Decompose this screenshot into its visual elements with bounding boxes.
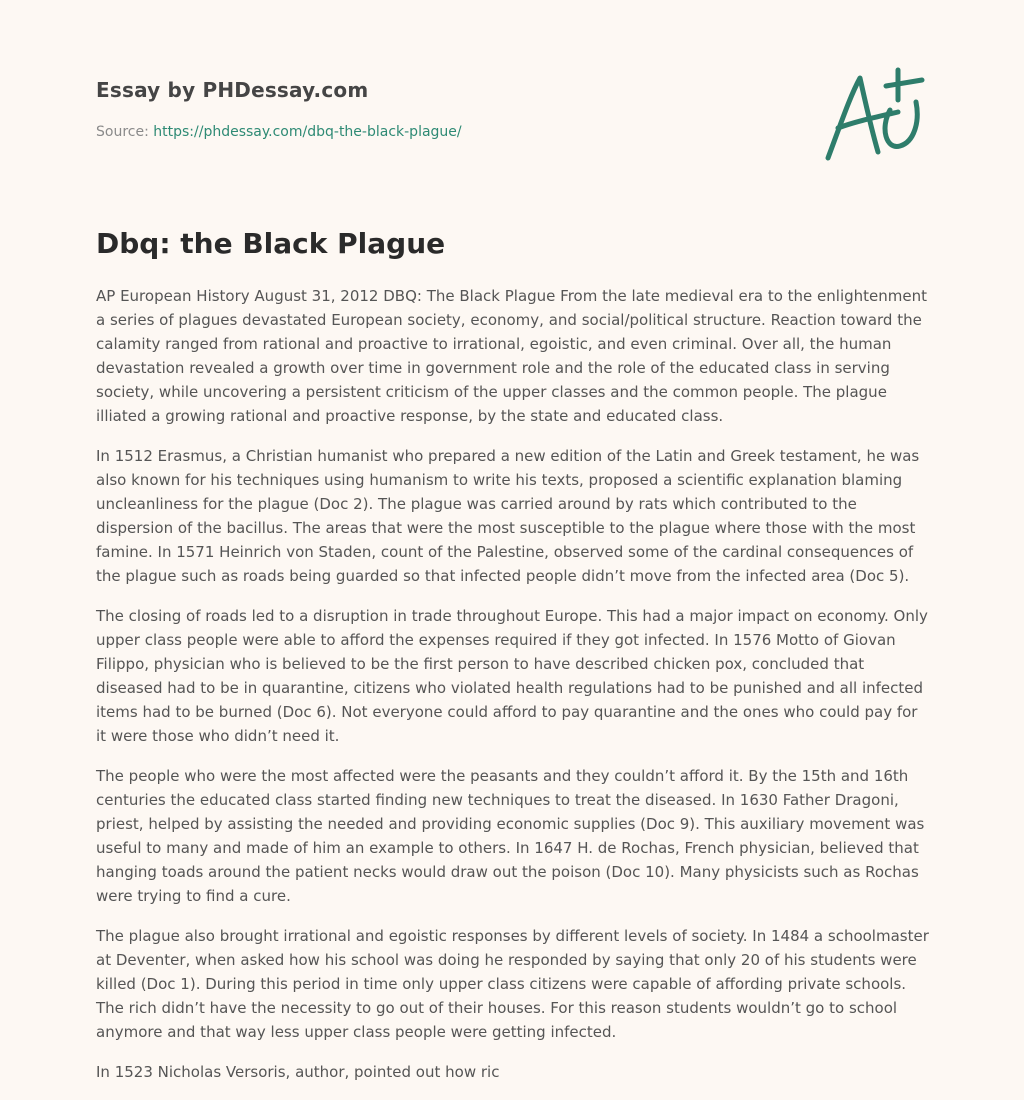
source-label: Source:: [96, 124, 149, 140]
essay-paragraph: In 1512 Erasmus, a Christian humanist who prepared a new edition of the Latin and Greek testament, he was also known for his techniques using humanism to write his texts, proposed a scientific explanation blaming uncleanliness for the plague (Doc 2). The plague was carried around by rats which contributed to the dispersion of the bacillus. The areas that were the most susceptible to the plague where those with the most famine. In 1571 Heinrich von Staden, count of the Palestine, observed some of the cardinal consequences of the plague such as roads being guarded so that infected people didn’t move from the infected area (Doc 5).: [96, 447, 920, 585]
essay-paragraph: The people who were the most affected were the peasants and they couldn’t afford it. By the 15th and 16th centuries the educated class started finding new techniques to treat the diseased. In 1630 Father Dragoni, priest, helped by assisting the needed and providing economic supplies (Doc 9). This auxiliary movement was useful to many and made of him an example to others. In 1647 H. de Rochas, French physician, believed that hanging toads around the patient necks would draw out the poison (Doc 10). Many physicists such as Rochas were trying to find a cure.: [96, 767, 925, 905]
essay-paragraph: The closing of roads led to a disruption in trade throughout Europe. This had a major impact on economy. Only upper class people were able to afford the expenses required if they got infected. In 1576 Motto of Giovan Filippo, physician who is believed to be the first person to have described chicken pox, concluded that diseased had to be in quarantine, citizens who violated health regulations had to be punished and all infected items had to be burned (Doc 6). Not everyone could afford to pay quarantine and the ones who could pay for it were those who didn’t need it.: [96, 607, 928, 745]
page-header: [96, 76, 796, 142]
essay-paragraph: In 1523 Nicholas Versoris, author, pointed out how ric: [96, 1063, 500, 1081]
essay-paragraph: AP European History August 31, 2012 DBQ: The Black Plague From the late medieval era to the enlightenment a series of plagues devastated European society, economy, and social/political structure. Reaction toward the calamity ranged from rational and proactive to irrational, egoistic, and even criminal. Over all, the human devastation revealed a growth over time in government role and the role of the educated class in serving society, while uncovering a persistent criticism of the upper classes and the common people. The plague illiated a growing rational and proactive response, by the state and educated class.: [96, 287, 927, 425]
essay-title: Dbq: the Black Plague: [96, 227, 446, 260]
a-plus-logo-icon: [820, 66, 930, 166]
site-brand: Essay by PHDessay.com: [96, 78, 369, 102]
essay-paragraph: The plague also brought irrational and egoistic responses by different levels of society. In 1484 a schoolmaster at Deventer, when asked how his school was doing he responded by saying that only 20 of his students were killed (Doc 1). During this period in time only upper class citizens were capable of affording private schools. The rich didn’t have the necessity to go out of their houses. For this reason students wouldn’t go to school anymore and that way less upper class people were getting infected.: [96, 927, 929, 1041]
essay-body: [96, 284, 932, 1100]
source-line: [96, 122, 796, 142]
source-link[interactable]: https://phdessay.com/dbq-the-black-plague/: [153, 124, 462, 140]
